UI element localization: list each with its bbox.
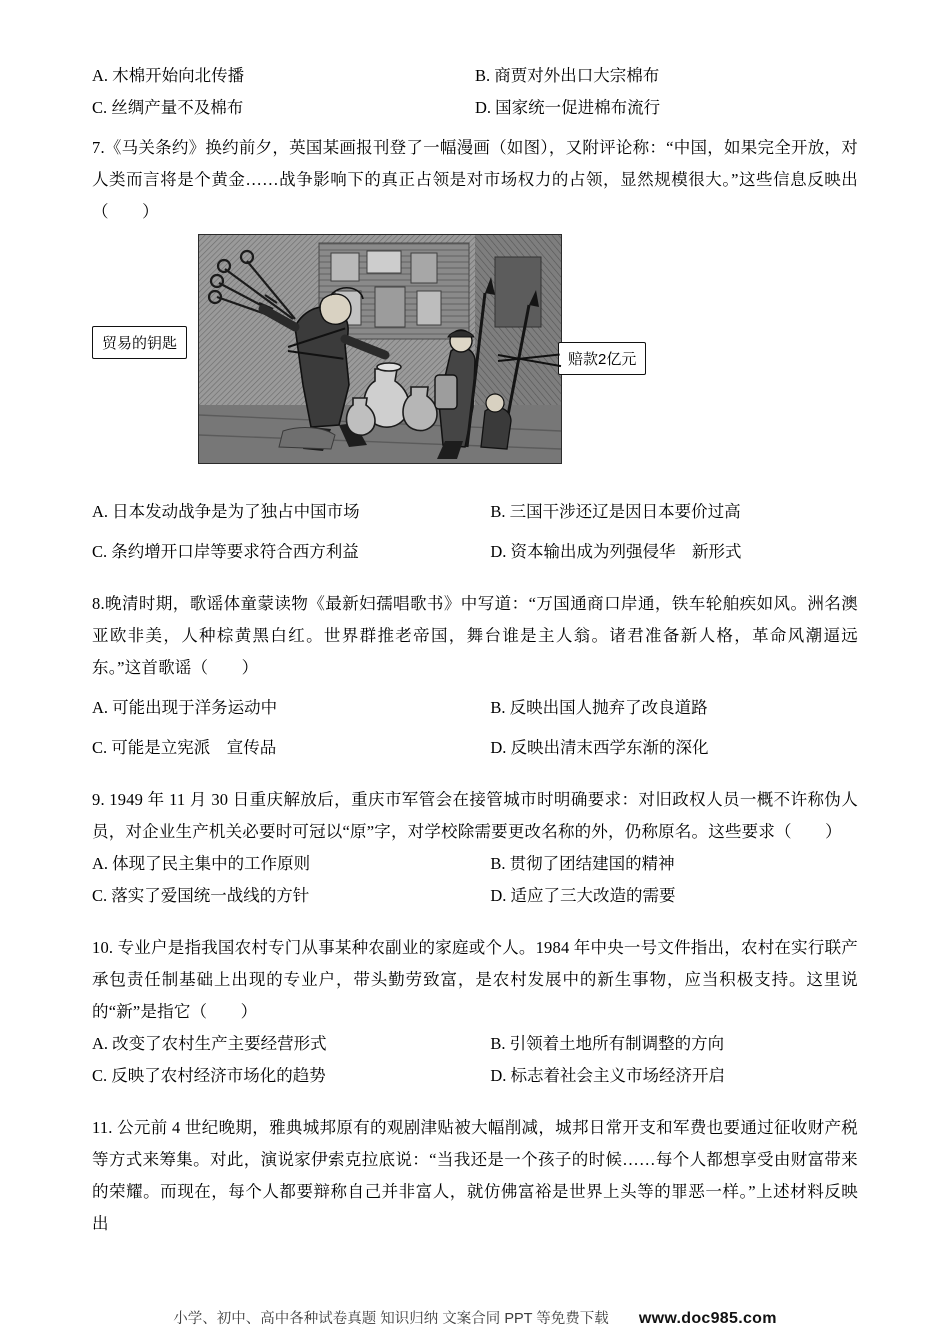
question-9-options-row-2 — [92, 880, 858, 912]
option-c: C. 丝绸产量不及棉布 — [92, 98, 244, 117]
question-10-option-c: C. 反映了农村经济市场化的趋势 — [92, 1066, 326, 1085]
question-8-option-a: A. 可能出现于洋务运动中 — [92, 698, 278, 717]
question-9-option-b: B. 贯彻了团结建国的精神 — [490, 854, 675, 873]
cartoon-illustration — [198, 234, 562, 464]
question-11 — [92, 1112, 858, 1240]
question-7-option-b: B. 三国干涉还辽是因日本要价过高 — [490, 502, 741, 521]
callout-trade-key: 贸易的钥匙 — [92, 326, 187, 359]
question-10-stem: 10. 专业户是指我国农村专门从事某种农副业的家庭或个人。1984 年中央一号文件指出，农村在实行联产承包责任制基础上出现的专业户，带头勤劳致富，是农村发展中的新生事物，应当积极支持。这里说的“新”是指它（ ） — [92, 938, 858, 1021]
question-7-option-c: C. 条约增开口岸等要求符合西方利益 — [92, 542, 359, 561]
page-footer — [0, 1307, 950, 1328]
question-9-option-d: D. 适应了三大改造的需要 — [490, 886, 676, 905]
question-10-option-a: A. 改变了农村生产主要经营形式 — [92, 1034, 327, 1053]
question-7-option-a: A. 日本发动战争是为了独占中国市场 — [92, 502, 360, 521]
question-9 — [92, 784, 858, 912]
option-b: B. 商贾对外出口大宗棉布 — [475, 66, 660, 85]
footer-brand[interactable]: www.doc985.com — [638, 1310, 777, 1327]
footer-description: 小学、初中、高中各种试卷真题 知识归纳 文案合同 PPT 等免费下载 — [173, 1311, 609, 1327]
question-8-options-row-2 — [92, 732, 858, 764]
question-9-option-c: C. 落实了爱国统一战线的方针 — [92, 886, 310, 905]
question-9-stem: 9. 1949 年 11 月 30 日重庆解放后，重庆市军管会在接管城市时明确要求：对旧政权人员一概不许称伪人员，对企业生产机关必要时可冠以“原”字，对学校除需要更改名称的外，仍称原名。这些要求（ ） — [92, 790, 858, 841]
question-9-options-row-1 — [92, 848, 858, 880]
question-7-options-row-1 — [92, 496, 858, 528]
question-7 — [92, 132, 858, 568]
question-7-options-row-2 — [92, 536, 858, 568]
question-8-option-d: D. 反映出清末西学东渐的深化 — [490, 738, 709, 757]
question-10-options-row-1 — [92, 1028, 858, 1060]
question-10-option-b: B. 引领着土地所有制调整的方向 — [490, 1034, 725, 1053]
option-a: A. 木棉开始向北传播 — [92, 66, 245, 85]
question-10-options-row-2 — [92, 1060, 858, 1092]
question-8 — [92, 588, 858, 764]
question-10 — [92, 932, 858, 1092]
carryover-options-row-2 — [92, 92, 858, 124]
callout-indemnity: 赔款2亿元 — [558, 342, 646, 375]
question-8-option-c: C. 可能是立宪派 宣传品 — [92, 738, 277, 757]
question-7-option-d: D. 资本输出成为列强侵华 新形式 — [490, 542, 742, 561]
question-7-stem: 7.《马关条约》换约前夕，英国某画报刊登了一幅漫画（如图），又附评论称：“中国，如果完全开放，对人类而言将是个黄金……战争影响下的真正占领是对市场权力的占领，显然规模很大。”这些信息反映出（ ） — [92, 138, 858, 221]
question-7-figure — [92, 234, 858, 486]
question-8-stem: 8.晚清时期，歌谣体童蒙读物《最新妇孺唱歌书》中写道：“万国通商口岸通，铁车轮舶疾如风。洲名澳亚欧非美，人种棕黄黑白红。世界群推老帝国，舞台谁是主人翁。诸君准备新人格，革命风潮逼远东。”这首歌谣（ ） — [92, 594, 858, 677]
question-8-option-b: B. 反映出国人抛弃了改良道路 — [490, 698, 708, 717]
carryover-options-row-1 — [92, 60, 858, 92]
question-10-option-d: D. 标志着社会主义市场经济开启 — [490, 1066, 725, 1085]
option-d: D. 国家统一促进棉布流行 — [475, 98, 661, 117]
question-8-options-row-1 — [92, 692, 858, 724]
question-11-stem: 11. 公元前 4 世纪晚期，雅典城邦原有的观剧津贴被大幅削减，城邦日常开支和军费也要通过征收财产税等方式来筹集。对此，演说家伊索克拉底说：“当我还是一个孩子的时候……每个人都想享受由财富带来的荣耀。而现在，每个人都要辩称自己并非富人，就仿佛富裕是世界上头等的罪恶一样。”上述材料反映出 — [92, 1118, 858, 1233]
question-9-option-a: A. 体现了民主集中的工作原则 — [92, 854, 311, 873]
